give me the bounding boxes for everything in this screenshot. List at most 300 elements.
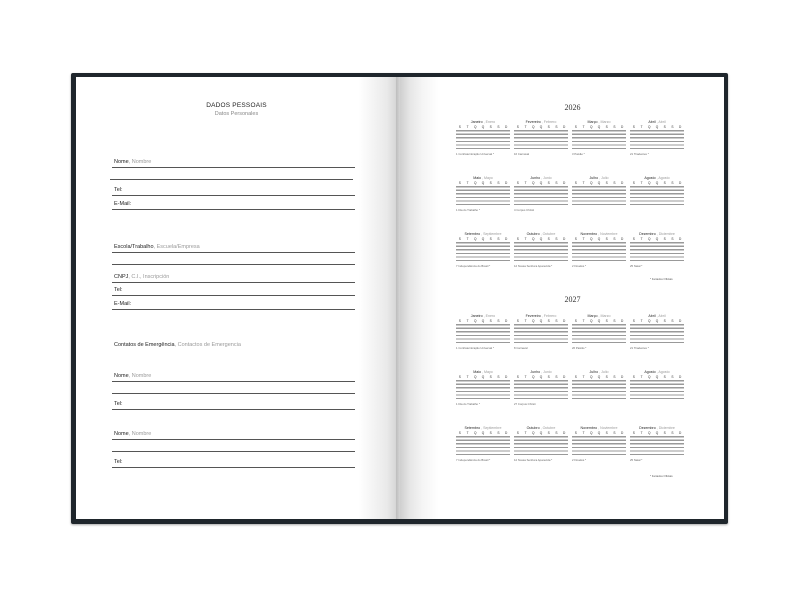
weekday-label: S [547, 237, 550, 241]
footnote-2026: * Feriados Oficiais [650, 277, 673, 281]
weekday-label: S [605, 181, 608, 185]
weekday-label: Q [655, 125, 659, 129]
weekday-label: Q [481, 237, 485, 241]
month-name-es: Marzo [600, 120, 611, 124]
weekday-label: S [613, 237, 616, 241]
emergency-name-2-translation: , Nombre [128, 431, 152, 437]
date-grid [572, 324, 626, 343]
weekday-label: S [555, 237, 558, 241]
weekday-label: S [632, 237, 635, 241]
month-name-es: Julio [601, 176, 609, 180]
month-block [514, 120, 568, 149]
weekday-label: Q [532, 431, 535, 435]
date-grid [514, 186, 568, 205]
emergency-phone-2-label: Tel: [114, 459, 123, 465]
month-block [572, 176, 626, 205]
weekday-label: Q [590, 375, 593, 379]
weekday-label: D [563, 181, 566, 185]
weekday-label: T [524, 181, 527, 185]
weekday-label: S [574, 237, 577, 241]
month-block [514, 314, 568, 343]
work-phone-field[interactable] [112, 283, 355, 296]
emergency-phone-1-label: Tel: [114, 401, 123, 407]
date-grid [456, 380, 510, 399]
cnpj-field[interactable] [112, 270, 355, 283]
weekday-label: D [505, 375, 508, 379]
weekday-label: Q [539, 181, 543, 185]
month-name: Novembro , Noviembre [580, 426, 618, 430]
month-block [456, 176, 510, 205]
weekday-label: S [458, 237, 461, 241]
name-field[interactable] [112, 155, 355, 168]
holiday-note: 2 Finados * [572, 264, 587, 268]
weekday-label: T [466, 125, 469, 129]
weekday-label: T [582, 375, 585, 379]
weekday-label: S [547, 431, 550, 435]
weekday-label: Q [648, 237, 651, 241]
weekday-label: S [613, 375, 616, 379]
weekday-label: T [466, 181, 469, 185]
weekday-label: Q [539, 375, 543, 379]
holiday-note: 21 Tiradentes * [630, 152, 649, 156]
weekday-label: S [547, 375, 550, 379]
weekday-label: Q [648, 375, 651, 379]
personal-data-page [76, 77, 397, 519]
month-name-es: Mayo [484, 176, 493, 180]
cnpj-label: CNPJ [114, 274, 129, 280]
weekday-label: S [613, 181, 616, 185]
date-grid [514, 324, 568, 343]
year-2026-label: 2026 [564, 103, 581, 112]
emergency-phone-1-field[interactable] [112, 397, 355, 410]
weekday-label: D [505, 125, 508, 129]
weekday-label: D [621, 181, 624, 185]
date-grid [630, 130, 684, 149]
weekday-label: D [679, 181, 682, 185]
weekday-label: T [524, 319, 527, 323]
holiday-note: 25 Natal * [630, 264, 643, 268]
school-work-extra-line[interactable] [112, 255, 355, 265]
weekday-label: D [679, 431, 682, 435]
month-block [572, 314, 626, 343]
month-name-es: Agosto [658, 370, 670, 374]
weekday-label: Q [474, 125, 477, 129]
month-block [456, 232, 510, 261]
weekday-label: Q [474, 319, 477, 323]
weekday-label: S [574, 375, 577, 379]
weekday-label: D [621, 375, 624, 379]
holiday-note: 12 Nossa Senhora Aparecida * [514, 264, 553, 268]
weekday-label: Q [655, 319, 659, 323]
weekday-label: S [489, 181, 492, 185]
weekday-label: Q [539, 237, 543, 241]
month-block [630, 232, 684, 261]
weekday-label: Q [532, 319, 535, 323]
weekday-label: T [582, 125, 585, 129]
weekday-label: S [516, 237, 519, 241]
weekday-label: T [524, 125, 527, 129]
phone-label: Tel: [114, 187, 123, 193]
weekday-label: T [524, 237, 527, 241]
month-name-pt: Fevereiro [525, 314, 541, 318]
month-name: Julho , Julio [589, 370, 609, 374]
month-name: Agosto , Agosto [644, 370, 670, 374]
date-grid [456, 130, 510, 149]
weekday-label: T [466, 237, 469, 241]
weekday-label: D [505, 431, 508, 435]
month-name: Fevereiro , Febrero [525, 314, 557, 318]
month-block [456, 426, 510, 455]
weekday-label: Q [597, 125, 601, 129]
weekday-label: S [489, 237, 492, 241]
emergency-1-extra-line[interactable] [112, 384, 355, 394]
weekday-label: Q [481, 319, 485, 323]
weekday-label: S [458, 375, 461, 379]
month-name-es: Septiembre [483, 232, 502, 236]
weekday-label: T [466, 431, 469, 435]
weekday-label: Q [474, 431, 477, 435]
month-name-pt: Janeiro [470, 120, 483, 124]
weekday-label: D [679, 237, 682, 241]
month-name-es: Diciembre [658, 426, 675, 430]
date-grid [630, 186, 684, 205]
weekday-label: S [497, 431, 500, 435]
month-name-pt: Abril [648, 314, 656, 318]
weekday-label: S [671, 125, 674, 129]
holiday-note: 27 Corpus Christi [514, 402, 536, 406]
weekday-label: S [663, 431, 666, 435]
holiday-note: 1 Confraternização Universal * [456, 346, 494, 350]
weekday-label: S [663, 181, 666, 185]
weekday-label: S [574, 319, 577, 323]
weekday-label: D [563, 375, 566, 379]
weekday-header [572, 125, 626, 129]
weekday-label: Q [655, 181, 659, 185]
month-name-pt: Dezembro [639, 232, 656, 236]
month-name-pt: Agosto [644, 370, 656, 374]
weekday-header [456, 125, 510, 129]
date-grid [456, 324, 510, 343]
date-grid [514, 130, 568, 149]
emergency-translation: , Contactos de Emergencia [174, 342, 241, 348]
page-title: DADOS PESSOAIS [206, 102, 267, 109]
month-name-es: Enero [485, 314, 496, 318]
month-name: Abril , Abril [648, 120, 666, 124]
weekday-label: Q [532, 125, 535, 129]
weekday-header [514, 319, 568, 323]
emergency-name-2-field[interactable] [112, 427, 355, 440]
weekday-label: Q [474, 181, 477, 185]
date-grid [514, 380, 568, 399]
weekday-label: D [505, 181, 508, 185]
weekday-label: S [547, 125, 550, 129]
month-name-pt: Maio [473, 176, 481, 180]
weekday-label: Q [539, 125, 543, 129]
emergency-name-1-translation: , Nombre [128, 373, 152, 379]
month-name-es: Abril [658, 314, 666, 318]
weekday-header [514, 181, 568, 185]
weekday-label: Q [597, 237, 601, 241]
month-name-pt: Maio [473, 370, 481, 374]
school-work-label: Escola/Trabalho [114, 244, 154, 250]
month-block [630, 120, 684, 149]
month-name: Maio , Mayo [473, 370, 493, 374]
month-block [572, 426, 626, 455]
weekday-label: T [640, 319, 643, 323]
month-name-es: Mayo [484, 370, 493, 374]
weekday-label: S [497, 375, 500, 379]
weekday-label: Q [590, 181, 593, 185]
date-grid [572, 436, 626, 455]
weekday-label: Q [474, 375, 477, 379]
month-name-pt: Setembro [464, 426, 481, 430]
weekday-label: S [547, 181, 550, 185]
weekday-label: S [516, 181, 519, 185]
month-name-es: Septiembre [483, 426, 502, 430]
month-name-es: Febrero [543, 120, 557, 124]
weekday-header [514, 125, 568, 129]
weekday-label: S [497, 237, 500, 241]
weekday-label: S [663, 375, 666, 379]
work-email-field[interactable] [112, 297, 355, 310]
weekday-label: Q [474, 237, 477, 241]
weekday-label: T [640, 431, 643, 435]
emergency-name-1-label: Nome [114, 373, 129, 379]
weekday-header [572, 375, 626, 379]
weekday-label: S [489, 375, 492, 379]
month-name-es: Diciembre [658, 232, 675, 236]
weekday-label: Q [481, 375, 485, 379]
weekday-label: S [671, 181, 674, 185]
weekday-label: S [671, 319, 674, 323]
month-name-pt: Agosto [644, 176, 656, 180]
month-name-pt: Junho [530, 370, 541, 374]
holiday-note: 8 Carnaval [514, 346, 528, 350]
month-block [572, 370, 626, 399]
date-grid [456, 186, 510, 205]
month-name-pt: Janeiro [470, 314, 483, 318]
weekday-label: Q [597, 431, 601, 435]
email-field[interactable] [112, 197, 355, 210]
holiday-note: 7 Independência do Brasil * [456, 264, 491, 268]
weekday-header [514, 375, 568, 379]
month-name-pt: Julho [589, 176, 599, 180]
month-name-es: Junio [543, 176, 552, 180]
weekday-label: Q [590, 237, 593, 241]
holiday-note: 7 Independência do Brasil * [456, 458, 491, 462]
month-name-pt: Outubro [526, 426, 540, 430]
calendar-page [400, 77, 724, 519]
month-name: Dezembro , Diciembre [639, 426, 675, 430]
work-phone-label: Tel: [114, 287, 123, 293]
month-name-pt: Março [587, 120, 598, 124]
month-name: Janeiro , Enero [470, 120, 496, 124]
weekday-label: Q [539, 319, 543, 323]
weekday-label: D [679, 319, 682, 323]
month-name: Abril , Abril [648, 314, 666, 318]
weekday-label: S [613, 125, 616, 129]
weekday-label: Q [655, 431, 659, 435]
holiday-note: 4 Corpus Christi [514, 208, 535, 212]
month-name-pt: Novembro [580, 426, 598, 430]
weekday-label: S [555, 431, 558, 435]
month-name-es: Marzo [600, 314, 611, 318]
weekday-label: T [640, 125, 643, 129]
weekday-label: T [640, 181, 643, 185]
month-block [514, 176, 568, 205]
weekday-header [572, 237, 626, 241]
weekday-header [456, 375, 510, 379]
holiday-note: 1 Confraternização Universal * [456, 152, 494, 156]
month-name: Junho , Junio [530, 176, 552, 180]
weekday-label: T [524, 375, 527, 379]
weekday-label: T [640, 375, 643, 379]
weekday-label: S [516, 431, 519, 435]
month-name: Outubro , Octubre [526, 232, 556, 236]
weekday-header [456, 181, 510, 185]
weekday-label: D [563, 237, 566, 241]
weekday-label: Q [590, 125, 593, 129]
weekday-label: S [489, 125, 492, 129]
weekday-label: Q [481, 431, 485, 435]
name-translation: , Nombre [128, 159, 152, 165]
weekday-label: S [574, 431, 577, 435]
holiday-note: 1 Dia do Trabalho * [456, 402, 480, 406]
date-grid [630, 242, 684, 261]
month-name: Agosto , Agosto [644, 176, 670, 180]
holiday-note: 26 Paixão * [572, 346, 587, 350]
holiday-note: 21 Tiradentes * [630, 346, 649, 350]
weekday-label: T [466, 319, 469, 323]
month-name-es: Octubre [542, 232, 556, 236]
weekday-label: Q [590, 431, 593, 435]
emergency-2-extra-line[interactable] [112, 442, 355, 452]
weekday-header [630, 375, 684, 379]
date-grid [514, 242, 568, 261]
weekday-label: S [516, 375, 519, 379]
weekday-label: Q [481, 181, 485, 185]
emergency-name-1-field[interactable] [112, 369, 355, 382]
date-grid [572, 380, 626, 399]
weekday-label: T [640, 237, 643, 241]
weekday-label: S [671, 375, 674, 379]
weekday-label: S [632, 431, 635, 435]
weekday-label: S [458, 125, 461, 129]
weekday-label: D [563, 125, 566, 129]
weekday-label: S [574, 181, 577, 185]
month-block [572, 232, 626, 261]
weekday-label: Q [655, 237, 659, 241]
month-block [514, 426, 568, 455]
weekday-header [456, 319, 510, 323]
weekday-label: Q [532, 237, 535, 241]
month-name: Dezembro , Diciembre [639, 232, 675, 236]
weekday-label: Q [590, 319, 593, 323]
holiday-note: 12 Nossa Senhora Aparecida * [514, 458, 553, 462]
weekday-label: D [505, 319, 508, 323]
month-block [456, 120, 510, 149]
month-block [572, 120, 626, 149]
name-label: Nome [114, 159, 129, 165]
phone-field[interactable] [112, 183, 355, 196]
weekday-label: T [582, 319, 585, 323]
month-name-pt: Março [587, 314, 598, 318]
work-email-label: E-Mail: [114, 301, 132, 307]
weekday-label: S [632, 375, 635, 379]
month-name-es: Enero [485, 120, 496, 124]
emergency-name-2-label: Nome [114, 431, 129, 437]
date-grid [456, 242, 510, 261]
footnote-2027: * Feriados Oficiais [650, 474, 673, 478]
month-name: Setembro , Septiembre [464, 232, 502, 236]
weekday-header [514, 237, 568, 241]
month-name: Julho , Julio [589, 176, 609, 180]
weekday-label: S [458, 431, 461, 435]
school-work-translation: , Escuela/Empresa [153, 244, 200, 250]
month-block [630, 426, 684, 455]
month-block [456, 370, 510, 399]
weekday-label: S [555, 181, 558, 185]
month-name: Fevereiro , Febrero [525, 120, 557, 124]
month-name: Novembro , Noviembre [580, 232, 618, 236]
weekday-label: D [679, 375, 682, 379]
weekday-header [514, 431, 568, 435]
weekday-label: S [489, 319, 492, 323]
school-work-field[interactable] [112, 240, 355, 253]
weekday-label: Q [648, 181, 651, 185]
weekday-label: S [489, 431, 492, 435]
month-name: Junho , Junio [530, 370, 552, 374]
month-name-pt: Abril [648, 120, 656, 124]
month-name-pt: Fevereiro [525, 120, 541, 124]
weekday-label: S [497, 181, 500, 185]
weekday-label: S [671, 237, 674, 241]
date-grid [456, 436, 510, 455]
month-block [514, 232, 568, 261]
date-grid [630, 436, 684, 455]
weekday-label: D [621, 431, 624, 435]
weekday-label: S [516, 319, 519, 323]
month-name-es: Junio [543, 370, 552, 374]
weekday-label: T [582, 181, 585, 185]
emergency-phone-2-field[interactable] [112, 455, 355, 468]
weekday-label: D [621, 125, 624, 129]
weekday-label: Q [648, 431, 651, 435]
weekday-label: S [663, 125, 666, 129]
weekday-header [456, 431, 510, 435]
date-grid [630, 380, 684, 399]
weekday-label: S [671, 431, 674, 435]
weekday-label: S [605, 237, 608, 241]
cnpj-translation: , C.I., Inscripción [128, 274, 170, 280]
weekday-label: S [605, 375, 608, 379]
weekday-label: T [466, 375, 469, 379]
weekday-label: S [547, 319, 550, 323]
name-extra-line[interactable] [110, 170, 353, 180]
month-name-es: Agosto [658, 176, 670, 180]
weekday-label: S [555, 375, 558, 379]
weekday-label: Q [648, 125, 651, 129]
date-grid [572, 186, 626, 205]
month-name: Maio , Mayo [473, 176, 493, 180]
month-name: Setembro , Septiembre [464, 426, 502, 430]
weekday-label: D [621, 237, 624, 241]
weekday-header [572, 181, 626, 185]
month-name-es: Febrero [543, 314, 557, 318]
weekday-label: D [563, 319, 566, 323]
date-grid [630, 324, 684, 343]
holiday-note: 2 Finados * [572, 458, 587, 462]
